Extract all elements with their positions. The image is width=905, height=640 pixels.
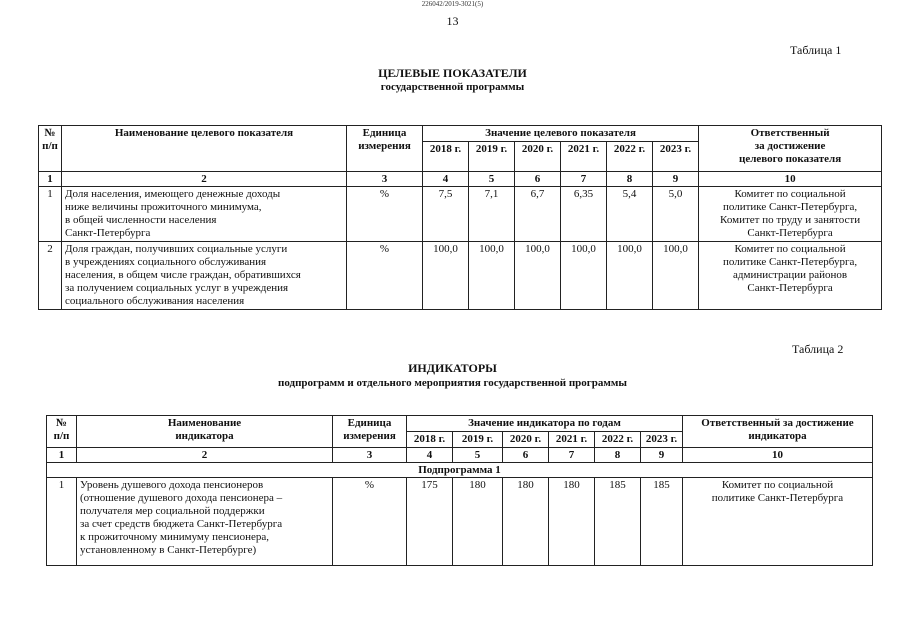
t2-num-l1: № (55, 417, 68, 429)
t2-row-unit: % (333, 478, 407, 566)
t2-year: 2022 г. (595, 432, 641, 448)
t2-row-value: 180 (453, 478, 503, 566)
line: получателя мер социальной поддержки (80, 505, 265, 517)
t1-row-responsible (699, 242, 882, 310)
t1-resp-l2: за достижение (754, 140, 826, 152)
t2-colnum: 8 (595, 448, 641, 463)
line: в общей численности населения (65, 214, 217, 226)
t1-row-value: 6,7 (515, 187, 561, 242)
line: населения, в общем числе граждан, обратившихся (65, 269, 301, 281)
t2-colnum: 1 (47, 448, 77, 463)
line: администрации районов (733, 269, 848, 281)
t1-row-value: 6,35 (561, 187, 607, 242)
t1-resp-l1: Ответственный (750, 127, 830, 139)
t1-colnum: 5 (469, 172, 515, 187)
t1-year: 2018 г. (423, 142, 469, 172)
t1-row-value: 100,0 (423, 242, 469, 310)
t2-year: 2018 г. (407, 432, 453, 448)
t1-colnum: 1 (39, 172, 62, 187)
t2-unit-l1: Единица (347, 417, 392, 429)
table2-caption: Таблица 2 (792, 342, 844, 356)
table1-caption: Таблица 1 (790, 43, 842, 57)
t2-resp-l1: Ответственный за достижение (701, 417, 854, 429)
t1-row-unit: % (347, 187, 423, 242)
line: Комитет по социальной (734, 243, 846, 255)
t2-header-num (47, 416, 77, 448)
t1-row-value: 100,0 (607, 242, 653, 310)
t1-colnum: 6 (515, 172, 561, 187)
line: Комитет по труду и занятости (720, 214, 861, 226)
t2-name-l1: Наименование (167, 417, 242, 429)
document-id: 226042/2019-3021(5) (421, 0, 484, 8)
line: Доля населения, имеющего денежные доходы (65, 188, 281, 200)
table-row (39, 187, 882, 242)
t1-row-value: 7,5 (423, 187, 469, 242)
t2-year: 2023 г. (641, 432, 683, 448)
t2-row-value: 185 (641, 478, 683, 566)
line: за получением социальных услуг в учреждения (65, 282, 289, 294)
t2-name-l2: индикатора (175, 430, 234, 442)
t1-row-unit: % (347, 242, 423, 310)
t2-header-name (77, 416, 333, 448)
t1-resp-l3: целевого показателя (738, 153, 842, 165)
t1-row-num: 1 (39, 187, 62, 242)
t1-year: 2020 г. (515, 142, 561, 172)
t1-colnum: 10 (699, 172, 882, 187)
t2-header-unit (333, 416, 407, 448)
table1-title: ЦЕЛЕВЫЕ ПОКАЗАТЕЛИ (378, 66, 527, 80)
table1-subtitle: государственной программы (380, 81, 525, 93)
line: Комитет по социальной (734, 188, 846, 200)
line: политике Санкт-Петербурга, (723, 201, 858, 213)
t2-num-l2: п/п (53, 430, 70, 442)
line: ниже величины прожиточного минимума, (65, 201, 262, 213)
t2-resp-l2: индикатора (748, 430, 807, 442)
t2-colnum: 10 (683, 448, 873, 463)
t2-unit-l2: измерения (343, 430, 396, 442)
line: (отношение душевого дохода пенсионера – (80, 492, 283, 504)
t1-header-unit: Единица измерения (347, 126, 423, 172)
t2-row-value: 185 (595, 478, 641, 566)
t1-row-value: 5,4 (607, 187, 653, 242)
t1-header-responsible (699, 126, 882, 172)
t1-colnum: 9 (653, 172, 699, 187)
t2-row-name (77, 478, 333, 566)
line: Санкт-Петербурга (65, 227, 151, 239)
t2-row-value: 180 (503, 478, 549, 566)
t2-row-responsible (683, 478, 873, 566)
t1-colnum: 3 (347, 172, 423, 187)
line: в учреждениях социального обслуживания (65, 256, 267, 268)
t2-colnum: 2 (77, 448, 333, 463)
t2-row-num: 1 (47, 478, 77, 566)
line: Санкт-Петербурга (747, 282, 833, 294)
t1-row-value: 100,0 (515, 242, 561, 310)
t2-row-value: 175 (407, 478, 453, 566)
table2-title: ИНДИКАТОРЫ (408, 361, 497, 375)
line: Комитет по социальной (721, 479, 834, 491)
t2-header-responsible (683, 416, 873, 448)
table2-subtitle: подпрограмм и отдельного мероприятия государственной программы (278, 377, 627, 389)
t2-colnum: 3 (333, 448, 407, 463)
t1-row-name (62, 242, 347, 310)
t1-year: 2022 г. (607, 142, 653, 172)
line: Уровень душевого дохода пенсионеров (80, 479, 264, 491)
t2-row-value: 180 (549, 478, 595, 566)
line: установленному в Санкт-Петербурге) (80, 544, 257, 556)
line: за счет средств бюджета Санкт-Петербурга (80, 518, 283, 530)
t2-colnum: 5 (453, 448, 503, 463)
t2-colnum: 4 (407, 448, 453, 463)
t1-year: 2021 г. (561, 142, 607, 172)
t1-row-value: 7,1 (469, 187, 515, 242)
t2-section-heading: Подпрограмма 1 (47, 463, 873, 478)
t1-row-name (62, 187, 347, 242)
table2 (46, 415, 873, 566)
t2-year: 2020 г. (503, 432, 549, 448)
t2-year: 2019 г. (453, 432, 503, 448)
t2-colnum: 9 (641, 448, 683, 463)
t2-colnum: 6 (503, 448, 549, 463)
table-row (47, 478, 873, 566)
t2-colnum: 7 (549, 448, 595, 463)
t2-year: 2021 г. (549, 432, 595, 448)
page-number: 13 (446, 14, 459, 28)
line: политике Санкт-Петербурга (711, 492, 844, 504)
line: к прожиточному минимуму пенсионера, (80, 531, 269, 543)
t1-year: 2019 г. (469, 142, 515, 172)
table-row (39, 242, 882, 310)
line: Доля граждан, получивших социальные услуги (65, 243, 288, 255)
t2-header-value-group: Значение индикатора по годам (407, 416, 683, 432)
line: политике Санкт-Петербурга, (723, 256, 858, 268)
t1-colnum: 4 (423, 172, 469, 187)
line: социального обслуживания населения (65, 295, 245, 307)
t1-header-value-group: Значение целевого показателя (423, 126, 699, 142)
t1-row-value: 100,0 (653, 242, 699, 310)
t1-colnum: 8 (607, 172, 653, 187)
t1-row-num: 2 (39, 242, 62, 310)
t1-row-value: 100,0 (561, 242, 607, 310)
t1-colnum: 7 (561, 172, 607, 187)
t1-row-responsible (699, 187, 882, 242)
t1-colnum: 2 (62, 172, 347, 187)
line: Санкт-Петербурга (747, 227, 833, 239)
t1-row-value: 100,0 (469, 242, 515, 310)
t1-header-num: № п/п (39, 126, 62, 172)
table1 (38, 125, 882, 310)
t1-row-value: 5,0 (653, 187, 699, 242)
t1-year: 2023 г. (653, 142, 699, 172)
t1-header-name: Наименование целевого показателя (62, 126, 347, 172)
